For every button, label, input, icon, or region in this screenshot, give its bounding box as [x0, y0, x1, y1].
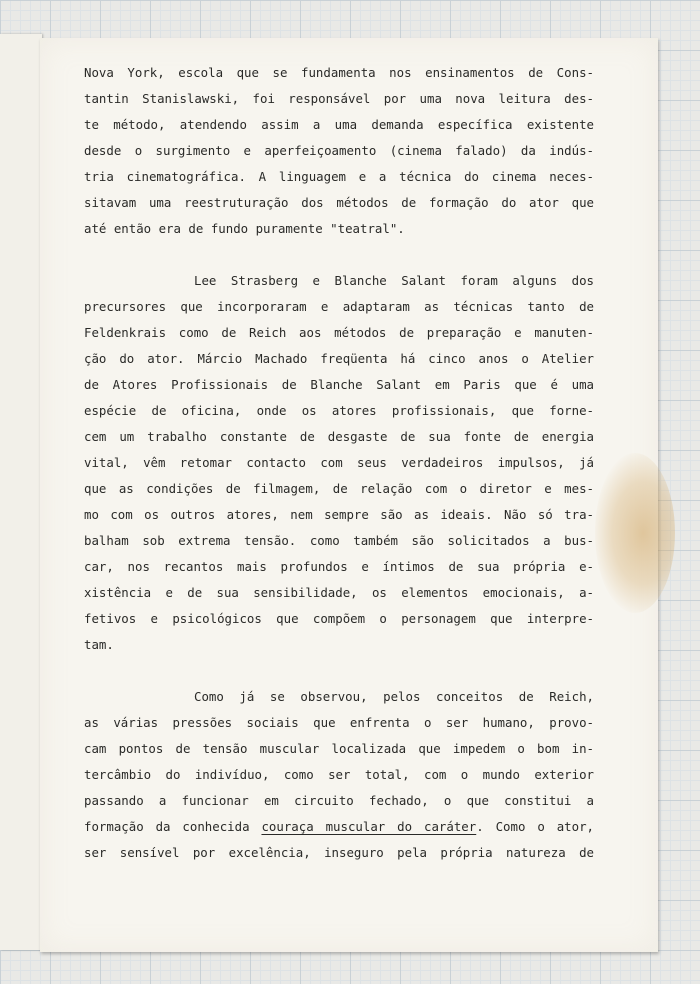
text-line: ção do ator. Márcio Machado freqüenta há cinco anos o Atelier	[84, 351, 594, 366]
text-line: te método, atendendo assim a uma demanda específica existente	[84, 117, 594, 132]
text-line: tantin Stanislawski, foi responsável por uma nova leitura des-	[84, 91, 594, 106]
text-line: xistência e de sua sensibilidade, os elementos emocionais, a-	[84, 585, 594, 600]
text-line: passando a funcionar em circuito fechado, o que constitui a	[84, 793, 594, 808]
text-line: ser sensível por excelência, inseguro pela própria natureza de	[84, 845, 594, 860]
text-line: cem um trabalho constante de desgaste de sua fonte de energia	[84, 429, 594, 444]
text-line: Como já se observou, pelos conceitos de Reich,	[194, 689, 594, 704]
text-line-with-underline	[84, 814, 594, 840]
paragraph-1	[84, 60, 594, 242]
text-line: car, nos recantos mais profundos e íntimos de sua própria e-	[84, 559, 594, 574]
text-line: espécie de oficina, onde os atores profissionais, que forne-	[84, 403, 594, 418]
text-line: vital, vêm retomar contacto com seus verdadeiros impulsos, já	[84, 455, 594, 470]
text-line: balham sob extrema tensão. como também são solicitados a bus-	[84, 533, 594, 548]
water-stain	[595, 453, 675, 613]
text-line: Feldenkrais como de Reich aos métodos de preparação e manuten-	[84, 325, 594, 340]
document-body	[84, 60, 594, 866]
text-line: as várias pressões sociais que enfrenta o ser humano, provo-	[84, 715, 594, 730]
text-line: precursores que incorporaram e adaptaram as técnicas tanto de	[84, 299, 594, 314]
text-segment: formação da conhecida	[84, 819, 262, 834]
text-line: que as condições de filmagem, de relação com o diretor e mes-	[84, 481, 594, 496]
paragraph-gap	[84, 242, 594, 268]
text-line: tercâmbio do indivíduo, como ser total, com o mundo exterior	[84, 767, 594, 782]
paragraph-3	[84, 684, 594, 866]
text-line: mo com os outros atores, nem sempre são as ideais. Não só tra-	[84, 507, 594, 522]
underlined-phrase: couraça muscular do caráter	[261, 819, 477, 834]
text-line: Nova York, escola que se fundamenta nos ensinamentos de Cons-	[84, 65, 594, 80]
back-sheet	[0, 34, 42, 950]
text-line: fetivos e psicológicos que compõem o personagem que interpre-	[84, 611, 594, 626]
text-line: desde o surgimento e aperfeiçoamento (cinema falado) da indús-	[84, 143, 594, 158]
text-segment: . Como o ator,	[476, 819, 595, 834]
text-line: até então era de fundo puramente "teatral".	[84, 221, 405, 236]
text-line: cam pontos de tensão muscular localizada que impedem o bom in-	[84, 741, 594, 756]
text-line: tam.	[84, 637, 114, 652]
text-line: Lee Strasberg e Blanche Salant foram alguns dos	[194, 273, 594, 288]
paragraph-gap	[84, 658, 594, 684]
text-line: tria cinematográfica. A linguagem e a técnica do cinema neces-	[84, 169, 594, 184]
text-line: sitavam uma reestruturação dos métodos de formação do ator que	[84, 195, 594, 210]
text-line: de Atores Profissionais de Blanche Salant em Paris que é uma	[84, 377, 594, 392]
paragraph-2	[84, 268, 594, 658]
